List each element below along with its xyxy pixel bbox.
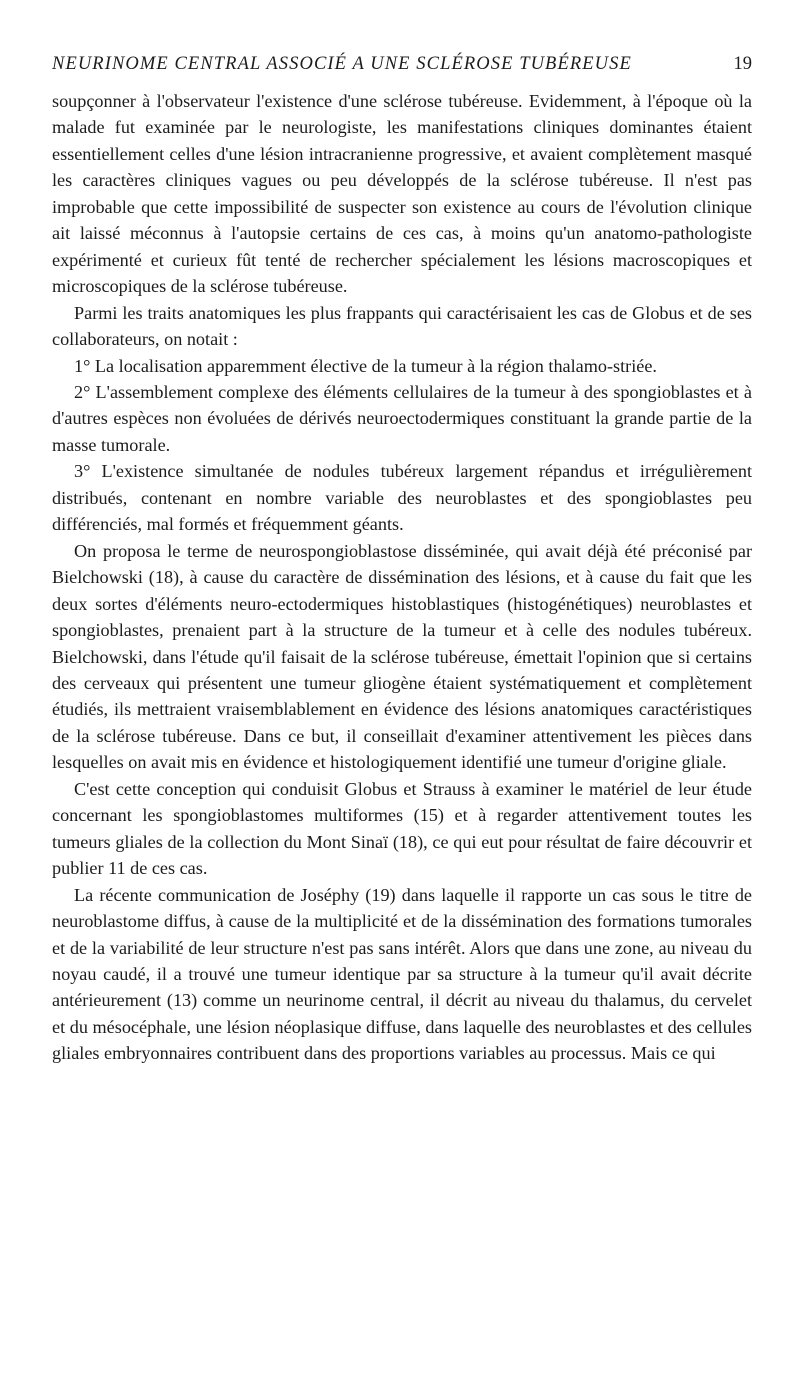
document-page — [52, 48, 752, 1067]
paragraph-7: C'est cette conception qui conduisit Globus et Strauss à examiner le matériel de leur étude concernant les spongioblastomes multiformes (15) et à regarder attentivement toutes les tumeurs gliales de la collection du Mont Sinaï (18), ce qui eut pour résultat de faire découvrir et publier 11 de ces cas. — [52, 778, 752, 879]
paragraph-4: 2° L'assemblement complexe des éléments cellulaires de la tumeur à des spongioblastes et à d'autres espèces non évoluées de dérivés neuroectodermiques constituant la grande partie de la masse tumorale. — [52, 381, 752, 455]
running-title: NEURINOME CENTRAL ASSOCIÉ A UNE SCLÉROSE TUBÉREUSE — [52, 54, 632, 74]
paragraph-2: Parmi les traits anatomiques les plus frappants qui caractérisaient les cas de Globus et de ses collaborateurs, on notait : — [52, 302, 752, 350]
paragraph-3: 1° La localisation apparemment élective de la tumeur à la région thalamo-striée. — [74, 355, 657, 376]
paragraph-1: soupçonner à l'observateur l'existence d'une sclérose tubéreuse. Evidemment, à l'époque où la malade fut examinée par le neurologiste, les manifestations cliniques dominantes étaient essentiellement celles d'une lésion intracranienne progressive, et avaient complètement masqué les caractères cliniques vagues ou peu développés de la sclérose tubéreuse. Il n'est pas improbable que cette impossibilité de suspecter son existence au cours de l'évolution clinique ait laissé méconnus à l'autopsie certains de ces cas, à moins qu'un anatomo-pathologiste expérimenté et curieux fût tenté de rechercher spécialement les lésions macroscopiques et microscopiques de la sclérose tubéreuse. — [52, 91, 752, 297]
paragraph-5: 3° L'existence simultanée de nodules tubéreux largement répandus et irrégulièrement distribués, contenant en nombre variable des neuroblastes et des spongioblastes peu différenciés, mal formés et fréquemment géants. — [52, 461, 752, 535]
running-header — [52, 48, 752, 88]
paragraph-8: La récente communication de Joséphy (19) dans laquelle il rapporte un cas sous le titre de neuroblastome diffus, à cause de la multiplicité et de la dissémination des formations tumorales et de la variabilité de leur structure n'est pas sans intérêt. Alors que dans une zone, au niveau du noyau caudé, il a trouvé une tumeur identique par sa structure à la tumeur qu'il avait décrite antérieurement (13) comme un neurinome central, il décrit au niveau du thalamus, du cervelet et du mésocéphale, une lésion néoplasique diffuse, dans laquelle des neuroblastes et des cellules gliales embryonnaires contribuent dans des proportions variables au processus. Mais ce qui — [52, 884, 752, 1064]
paragraph-6: On proposa le terme de neurospongioblastose disséminée, qui avait déjà été préconisé par Bielchowski (18), à cause du caractère de dissémination des lésions, et à cause du fait que les deux sortes d'éléments neuro-ectodermiques histoblastiques (histogénétiques) neuroblastes et spongioblastes, prenaient part à la structure de la tumeur et à celle des nodules tubéreux. Bielchowski, dans l'étude qu'il faisait de la sclérose tubéreuse, émettait l'opinion que si certains des cerveaux qui présentent une tumeur gliogène étaient systématiquement et complètement étudiés, ils mettraient vraisemblablement en évidence des lésions anatomiques caractéristiques de la sclérose tubéreuse. Dans ce but, il conseillait d'examiner attentivement les pièces dans lesquelles on avait mis en évidence et histologiquement identifié une tumeur d'origine gliale. — [52, 540, 752, 773]
body-text — [52, 88, 752, 1067]
page-number: 19 — [733, 54, 752, 74]
